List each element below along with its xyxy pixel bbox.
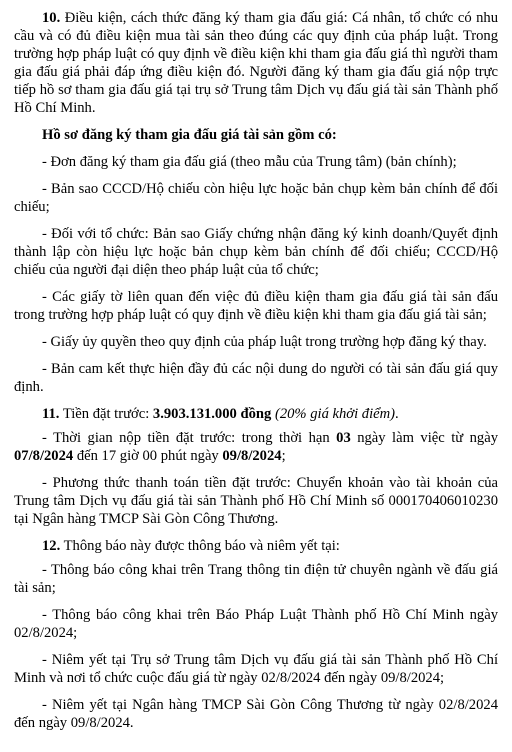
dossier-item: - Đơn đăng ký tham gia đấu giá (theo mẫu của Trung tâm) (bản chính); — [42, 154, 457, 170]
section-10-number: 10. — [42, 10, 61, 26]
deposit-note: (20% giá khởi điểm) — [274, 406, 396, 422]
deposit-amount: 3.903.131.000 đồng — [152, 406, 272, 422]
dossier-item: - Bản sao CCCD/Hộ chiếu còn hiệu lực hoặc bản chụp kèm bản chính để đối chiếu; — [14, 181, 498, 215]
section-12-paragraph: 12. Thông báo này được thông báo và niêm yết tại: — [42, 538, 340, 554]
section-10-text: Điều kiện, cách thức đăng ký tham gia đấu giá: Cá nhân, tổ chức có nhu cầu và có đủ điều kiện mua tài sản theo đúng các quy định của pháp luật. Trong trường hợp pháp luật có quy định về điều kiện khi tham gia đấu giá thì người tham gia đấu giá phải đáp ứng điều kiện đó. Người đăng ký tham gia đấu giá nộp trực tiếp hồ sơ tham gia đấu giá tại trụ sở Trung tâm Dịch vụ đấu giá tài sản Thành phố Hồ Chí Minh. — [14, 10, 498, 116]
deposit-time: - Thời gian nộp tiền đặt trước: trong thời hạn 03 ngày làm việc từ ngày 07/8/2024 đến 17 giờ 00 phút ngày 09/8/2024; — [14, 430, 498, 464]
section-11-number: 11. — [42, 406, 60, 422]
dossier-item: - Đối với tổ chức: Bản sao Giấy chứng nhận đăng ký kinh doanh/Quyết định thành lập còn hiệu lực hoặc bản chụp kèm bản chính để đối chiếu; CCCD/Hộ chiếu của người đại diện theo pháp luật của tổ chức; — [14, 226, 498, 278]
notice-item: - Niêm yết tại Trụ sở Trung tâm Dịch vụ đấu giá tài sản Thành phố Hồ Chí Minh và nơi tổ chức cuộc đấu giá từ ngày 02/8/2024 đến ngày 09/8/2024; — [14, 652, 498, 686]
notice-item: - Thông báo công khai trên Báo Pháp Luật Thành phố Hồ Chí Minh ngày 02/8/2024; — [14, 607, 498, 641]
section-10-paragraph — [14, 9, 498, 117]
dossier-item: - Các giấy tờ liên quan đến việc đủ điều kiện tham gia đấu giá tài sản đấu trong trường hợp pháp luật có quy định về điều kiện khi tham gia đấu giá tài sản; — [14, 289, 498, 323]
dossier-heading: Hồ sơ đăng ký tham gia đấu giá tài sản gồm có: — [42, 127, 337, 143]
dossier-item: - Bản cam kết thực hiện đầy đủ các nội dung do người có tài sản đấu giá quy định. — [14, 361, 498, 395]
notice-item: - Niêm yết tại Ngân hàng TMCP Sài Gòn Công Thương từ ngày 02/8/2024 đến ngày 09/8/2024. — [14, 697, 498, 731]
dossier-item: - Giấy ủy quyền theo quy định của pháp luật trong trường hợp đăng ký thay. — [42, 334, 487, 350]
deposit-payment: - Phương thức thanh toán tiền đặt trước: Chuyển khoản vào tài khoản của Trung tâm Dịch vụ đấu giá tài sản Thành phố Hồ Chí Minh số 000170406010230 tại Ngân hàng TMCP Sài Gòn Công Thương. — [14, 475, 498, 527]
section-12-number: 12. — [42, 538, 61, 554]
notice-item: - Thông báo công khai trên Trang thông tin điện tử chuyên ngành về đấu giá tài sản; — [14, 562, 498, 596]
section-11-paragraph: 11. Tiền đặt trước: 3.903.131.000 đồng (20% giá khởi điểm). — [42, 406, 399, 422]
